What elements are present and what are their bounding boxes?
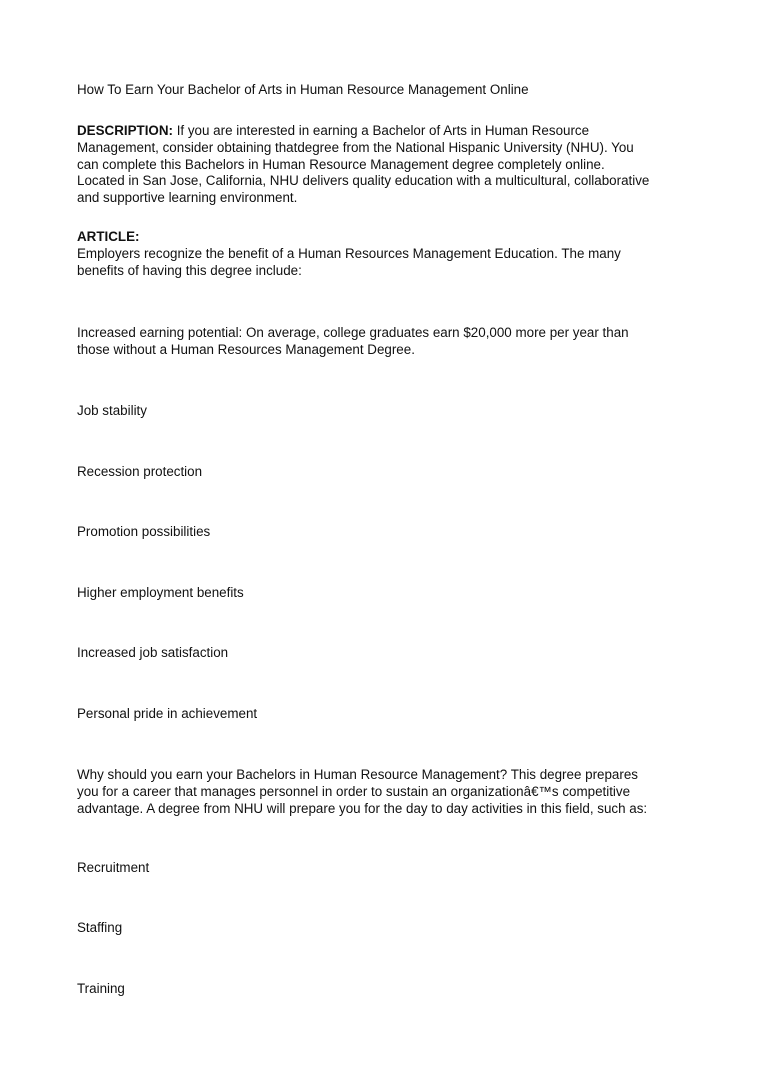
benefit-item: Recession protection — [77, 464, 203, 479]
why-line: you for a career that manages personnel in order to sustain an organizationâ€™s competitive — [77, 783, 631, 799]
article-section — [77, 229, 697, 279]
activity-item: Training — [77, 981, 125, 996]
activity-item: Recruitment — [77, 860, 150, 875]
benefit-item: Higher employment benefits — [77, 585, 244, 600]
benefit-item: Personal pride in achievement — [77, 706, 258, 721]
description-line: Management, consider obtaining thatdegree from the National Hispanic University (NHU). You — [77, 139, 634, 155]
description-line: If you are interested in earning a Bachelor of Arts in Human Resource — [172, 123, 590, 138]
description-paragraph — [77, 123, 697, 207]
why-line: Why should you earn your Bachelors in Human Resource Management? This degree prepares — [77, 767, 638, 782]
benefit-item: Increased job satisfaction — [77, 645, 229, 660]
article-intro-line: benefits of having this degree include: — [77, 262, 302, 278]
activity-item: Staffing — [77, 920, 123, 935]
benefit-item: Job stability — [77, 403, 147, 418]
earning-line: those without a Human Resources Management Degree. — [77, 341, 415, 357]
article-intro-line: Employers recognize the benefit of a Human Resources Management Education. The many — [77, 245, 621, 261]
description-line: and supportive learning environment. — [77, 190, 298, 206]
article-label: ARTICLE: — [77, 229, 140, 244]
description-label: DESCRIPTION: — [77, 123, 173, 138]
document-title: How To Earn Your Bachelor of Arts in Human Resource Management Online — [77, 82, 529, 97]
why-line: advantage. A degree from NHU will prepare you for the day to day activities in this field, such as: — [77, 800, 648, 816]
earning-line: Increased earning potential: On average, college graduates earn $20,000 more per year than — [77, 325, 629, 340]
benefit-item: Promotion possibilities — [77, 524, 211, 539]
description-line: can complete this Bachelors in Human Resource Management degree completely online. — [77, 156, 605, 172]
why-paragraph — [77, 767, 697, 817]
description-line: Located in San Jose, California, NHU delivers quality education with a multicultural, collaborative — [77, 173, 650, 189]
earning-paragraph — [77, 325, 697, 359]
